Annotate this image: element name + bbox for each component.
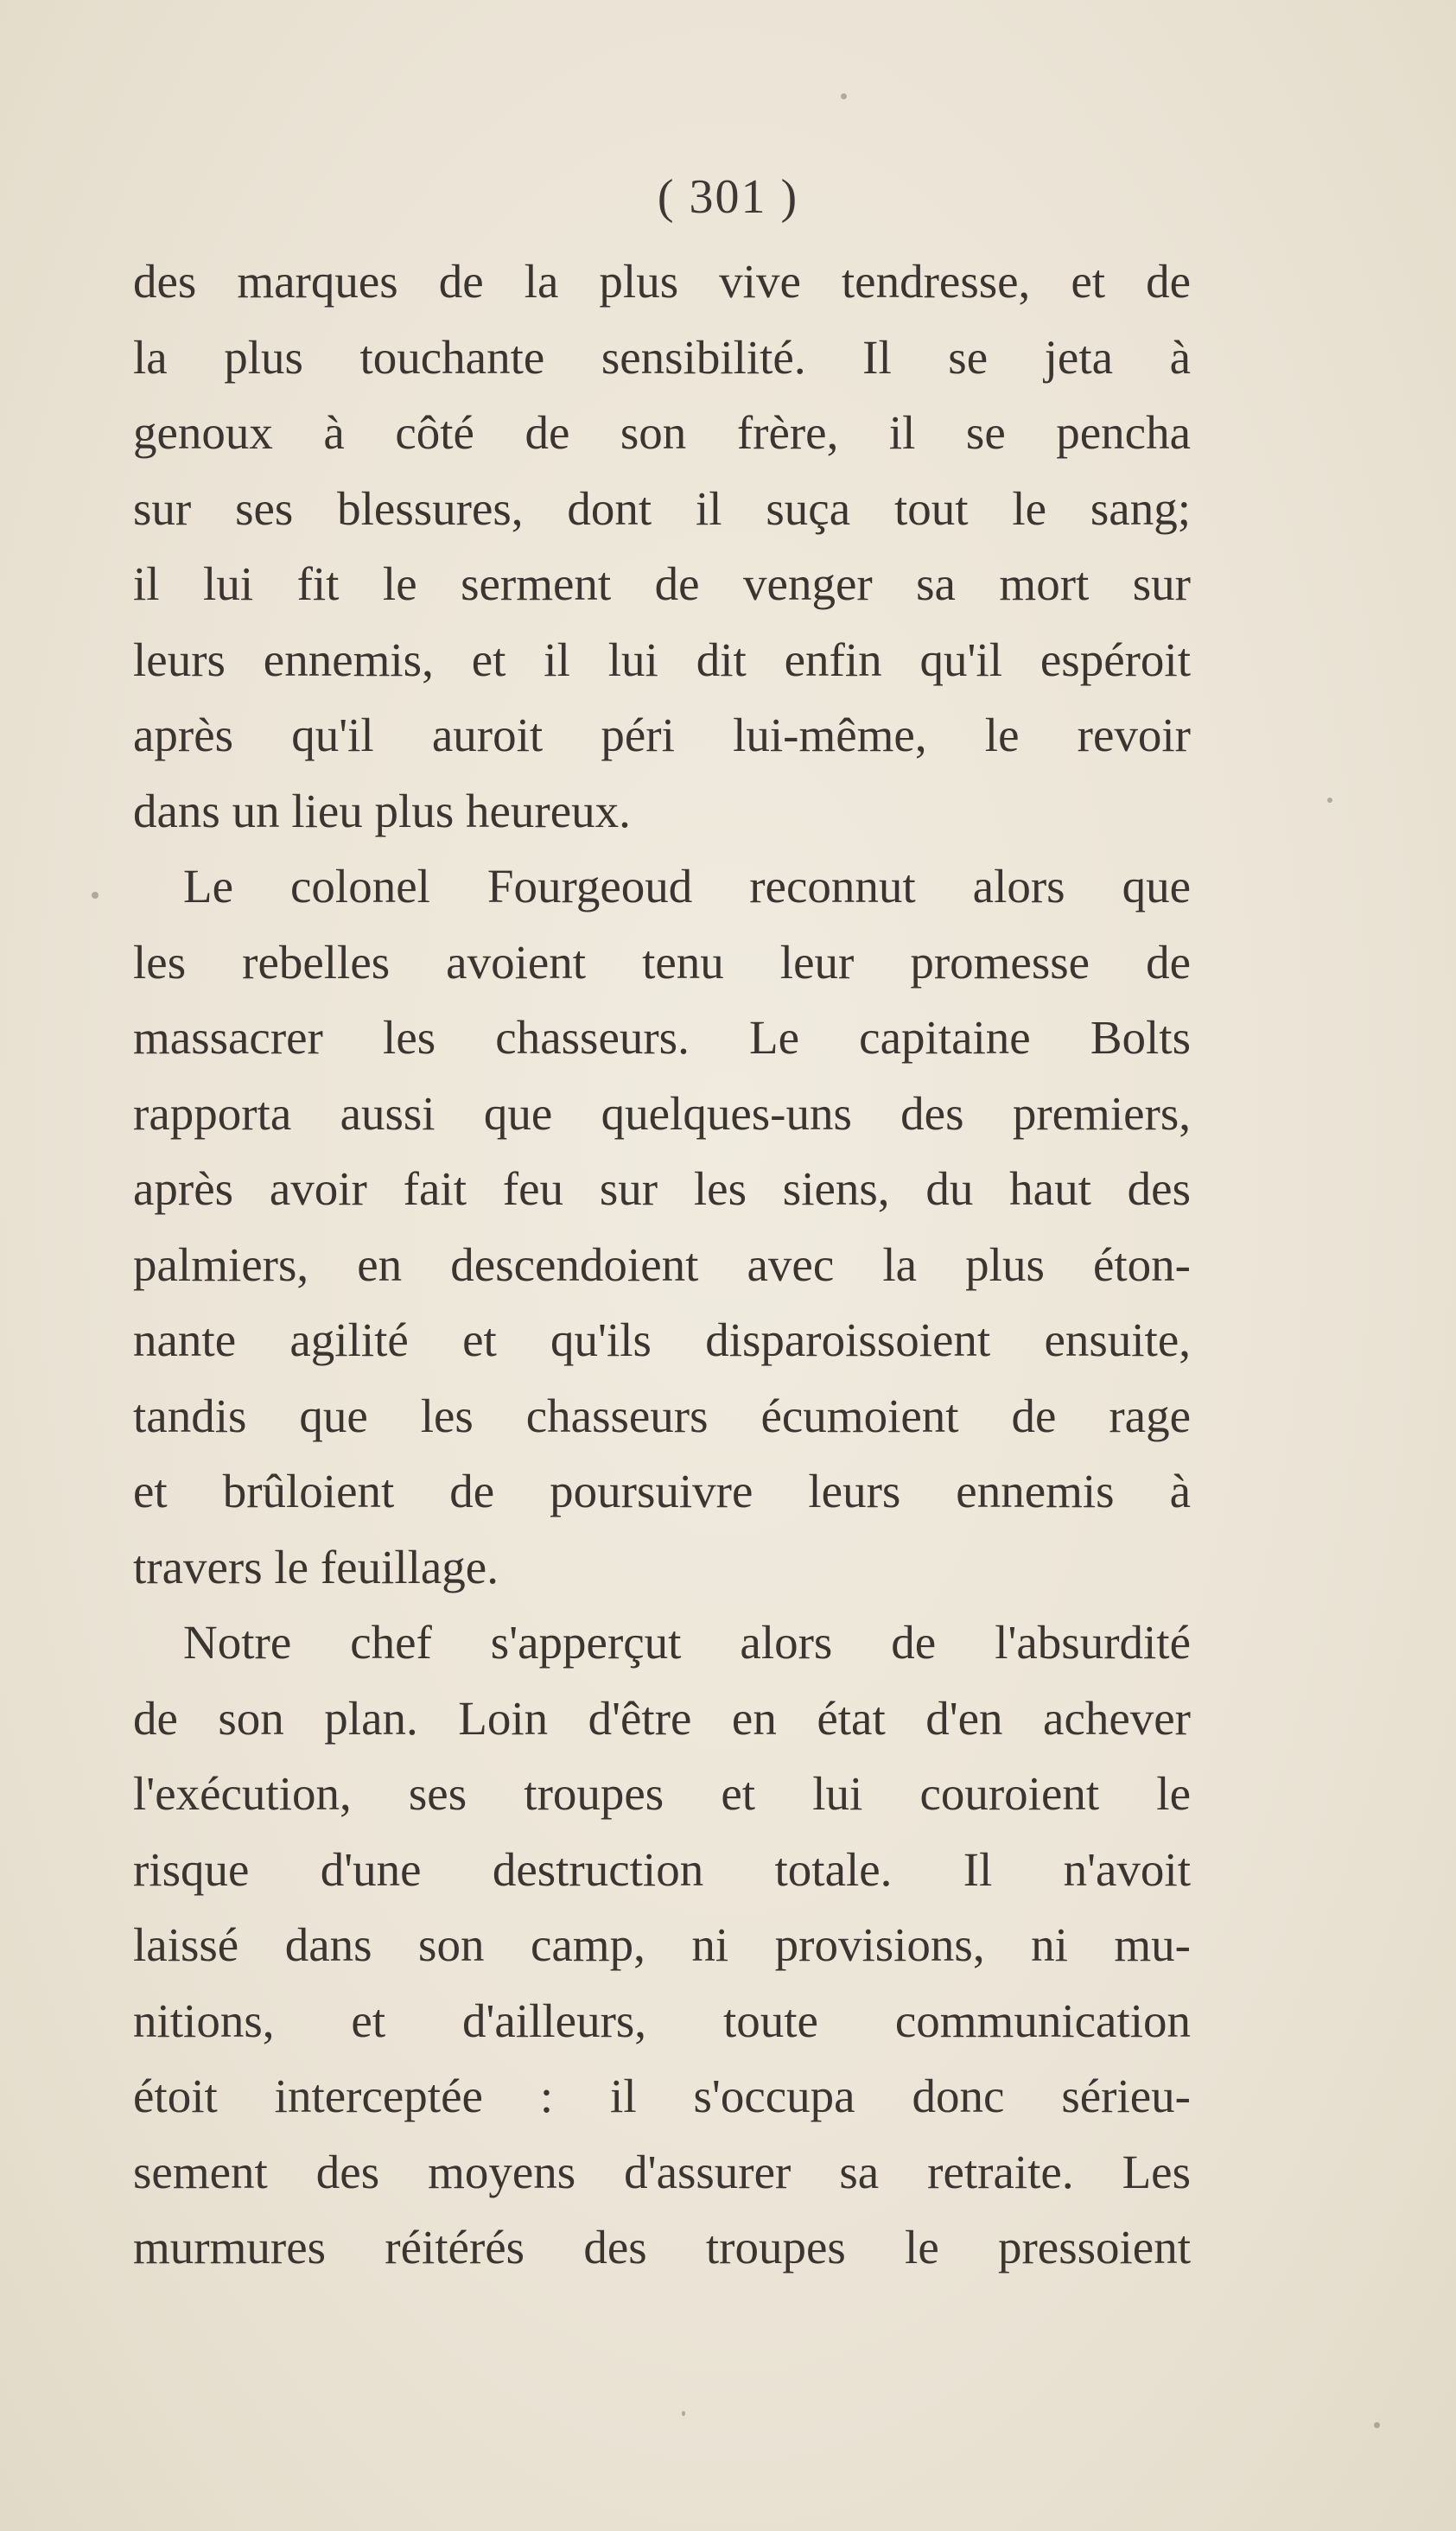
text-line: risque d'une destruction totale. Il n'avoit [133, 1842, 1191, 1896]
text-line: palmiers, en descendoient avec la plus éton- [133, 1237, 1191, 1291]
text-line: nitions, et d'ailleurs, toute communication [133, 1994, 1191, 2047]
page-body-text [133, 244, 1191, 2286]
text-line: après qu'il auroit péri lui-même, le revoir [133, 709, 1191, 761]
text-line: de son plan. Loin d'être en état d'en achever [133, 1691, 1191, 1745]
paper-speck [92, 892, 99, 899]
text-line: massacrer les chasseurs. Le capitaine Bolts [133, 1011, 1191, 1064]
paper-speck [682, 2411, 685, 2416]
paper-speck [1327, 798, 1332, 803]
text-line: des marques de la plus vive tendresse, et de [133, 255, 1191, 308]
text-line: il lui fit le serment de venger sa mort sur [133, 557, 1191, 610]
text-line: sement des moyens d'assurer sa retraite. Les [133, 2145, 1191, 2198]
text-line: genoux à côté de son frère, il se pencha [133, 406, 1191, 459]
paper-speck [1374, 2422, 1380, 2428]
paper-speck [841, 93, 847, 99]
text-line: Notre chef s'apperçut alors de l'absurdité [183, 1616, 1191, 1669]
text-line: travers le feuillage. [133, 1540, 499, 1593]
text-line: étoit interceptée : il s'occupa donc sérieu- [133, 2070, 1191, 2122]
text-line: laissé dans son camp, ni provisions, ni mu- [133, 1918, 1191, 1971]
text-line: nante agilité et qu'ils disparoissoient ensuite, [133, 1313, 1191, 1366]
text-line: tandis que les chasseurs écumoient de rage [133, 1389, 1191, 1442]
text-line: leurs ennemis, et il lui dit enfin qu'il espéroit [133, 633, 1191, 686]
text-line: et brûloient de poursuivre leurs ennemis à [133, 1465, 1191, 1517]
page-number: ( 301 ) [657, 170, 799, 224]
text-line: murmures réitérés des troupes le pressoient [133, 2221, 1191, 2273]
text-line: sur ses blessures, dont il suça tout le sang; [133, 481, 1191, 535]
text-line: Le colonel Fourgeoud reconnut alors que [183, 860, 1191, 913]
text-line: les rebelles avoient tenu leur promesse de [133, 935, 1191, 989]
text-line: dans un lieu plus heureux. [133, 784, 631, 837]
text-line: après avoir fait feu sur les siens, du haut des [133, 1162, 1191, 1215]
text-line: l'exécution, ses troupes et lui couroient le [133, 1767, 1191, 1820]
text-line: la plus touchante sensibilité. Il se jeta à [133, 330, 1191, 384]
text-line: rapporta aussi que quelques-uns des premiers, [133, 1086, 1191, 1140]
